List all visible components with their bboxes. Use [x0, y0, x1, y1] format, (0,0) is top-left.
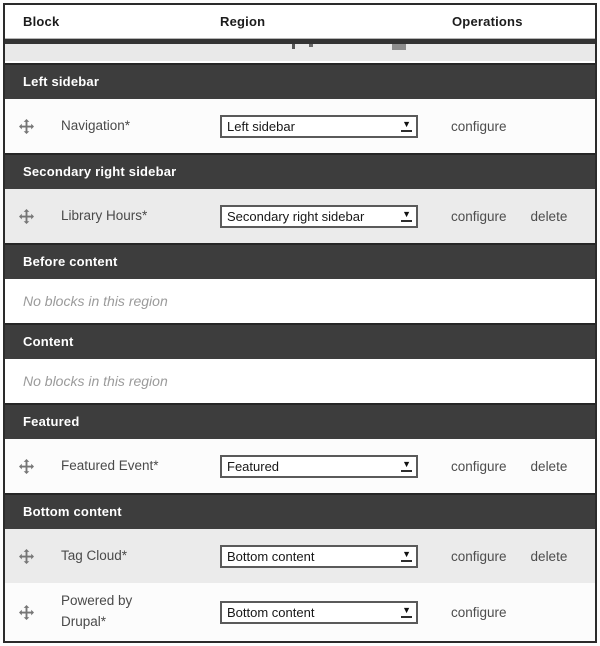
no-blocks-message: No blocks in this region [23, 373, 168, 389]
region-select[interactable]: Bottom content ▼ [220, 601, 418, 624]
table-row-featured-event [5, 439, 595, 493]
region-header-featured: Featured [5, 403, 595, 439]
region-select[interactable]: Bottom content ▼ [220, 545, 418, 568]
region-select[interactable]: Featured ▼ [220, 455, 418, 478]
drag-handle-icon[interactable] [19, 605, 37, 620]
configure-link[interactable]: configure [451, 458, 507, 474]
dropdown-arrow-icon: ▼ [401, 120, 412, 132]
dropdown-arrow-icon: ▼ [401, 460, 412, 472]
drag-handle-icon[interactable] [19, 119, 37, 134]
table-row-library-hours [5, 189, 595, 243]
column-header-operations: Operations [452, 14, 523, 29]
empty-region-row [5, 359, 595, 403]
clipped-dropdown-button-fragment [392, 44, 406, 50]
region-select[interactable]: Left sidebar ▼ [220, 115, 418, 138]
block-title: Tag Cloud* [61, 547, 128, 563]
configure-link[interactable]: configure [451, 118, 507, 134]
table-header-row [5, 5, 595, 39]
block-title: Navigation* [61, 117, 131, 133]
region-header-content: Content [5, 323, 595, 359]
delete-link[interactable]: delete [530, 208, 568, 224]
clipped-row [5, 39, 595, 61]
delete-link[interactable]: delete [530, 548, 568, 564]
delete-link[interactable]: delete [530, 458, 568, 474]
region-header-before-content: Before content [5, 243, 595, 279]
table-row-navigation [5, 99, 595, 153]
block-title: Featured Event* [61, 457, 159, 473]
drag-handle-icon[interactable] [19, 549, 37, 564]
clipped-row-select-bottom [5, 39, 595, 44]
configure-link[interactable]: configure [451, 604, 507, 620]
dropdown-arrow-icon: ▼ [401, 606, 412, 618]
dropdown-arrow-icon: ▼ [401, 550, 412, 562]
block-title: Library Hours* [61, 207, 148, 223]
block-admin-table [3, 3, 597, 643]
drag-handle-icon[interactable] [19, 209, 37, 224]
region-header-left-sidebar: Left sidebar [5, 63, 595, 99]
empty-region-row [5, 279, 595, 323]
region-header-bottom-content: Bottom content [5, 493, 595, 529]
clipped-row-fragment [292, 44, 295, 49]
no-blocks-message: No blocks in this region [23, 293, 168, 309]
configure-link[interactable]: configure [451, 208, 507, 224]
configure-link[interactable]: configure [451, 548, 507, 564]
block-title: Powered by Drupal* [61, 593, 133, 629]
dropdown-arrow-icon: ▼ [401, 210, 412, 222]
table-row-tag-cloud [5, 529, 595, 583]
region-select[interactable]: Secondary right sidebar ▼ [220, 205, 418, 228]
table-row-powered-by-drupal [5, 583, 595, 641]
column-header-block: Block [23, 14, 60, 29]
column-header-region: Region [220, 14, 266, 29]
region-header-secondary-right-sidebar: Secondary right sidebar [5, 153, 595, 189]
clipped-row-fragment [309, 44, 313, 47]
drag-handle-icon[interactable] [19, 459, 37, 474]
